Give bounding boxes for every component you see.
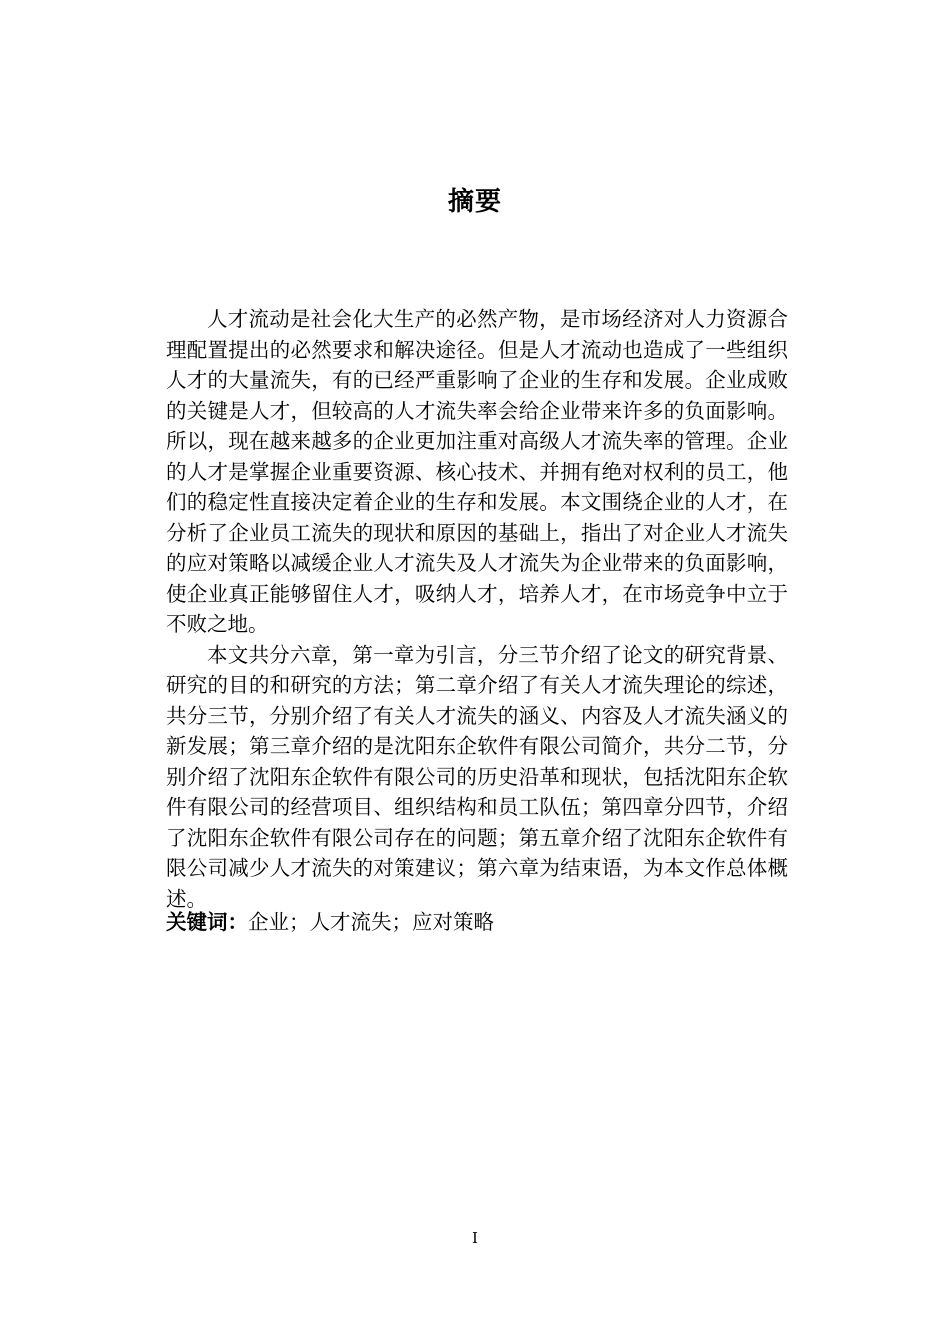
keywords-label: 关键词： bbox=[166, 910, 248, 934]
keywords-value: 企业；人才流失；应对策略 bbox=[248, 910, 494, 934]
abstract-paragraph-2: 本文共分六章，第一章为引言，分三节介绍了论文的研究背景、研究的目的和研究的方法；第二章介绍了有关人才流失理论的综述，共分三节，分别介绍了有关人才流失的涵义、内容及人才流失涵义的新发展；第三章介绍的是沈阳东企软件有限公司简介，共分二节，分别介绍了沈阳东企软件有限公司的历史沿革和现状，包括沈阳东企软件有限公司的经营项目、组织结构和员工队伍；第四章分四节，介绍了沈阳东企软件有限公司存在的问题；第五章介绍了沈阳东企软件有限公司减少人才流失的对策建议；第六章为结束语，为本文作总体概述。 bbox=[166, 642, 788, 911]
keywords-line bbox=[166, 907, 788, 937]
abstract-paragraph-1: 人才流动是社会化大生产的必然产物，是市场经济对人力资源合理配置提出的必然要求和解决途径。但是人才流动也造成了一些组织人才的大量流失，有的已经严重影响了企业的生存和发展。企业成败的关键是人才，但较高的人才流失率会给企业带来许多的负面影响。所以，现在越来越多的企业更加注重对高级人才流失率的管理。企业的人才是掌握企业重要资源、核心技术、并拥有绝对权利的员工，他们的稳定性直接决定着企业的生存和发展。本文围绕企业的人才，在分析了企业员工流失的现状和原因的基础上，指出了对企业人才流失的应对策略以减缓企业人才流失及人才流失为企业带来的负面影响，使企业真正能够留住人才，吸纳人才，培养人才，在市场竞争中立于不败之地。 bbox=[166, 307, 788, 636]
page-number: I bbox=[472, 1229, 478, 1247]
abstract-title: 摘要 bbox=[447, 187, 502, 217]
abstract-body bbox=[166, 304, 788, 914]
